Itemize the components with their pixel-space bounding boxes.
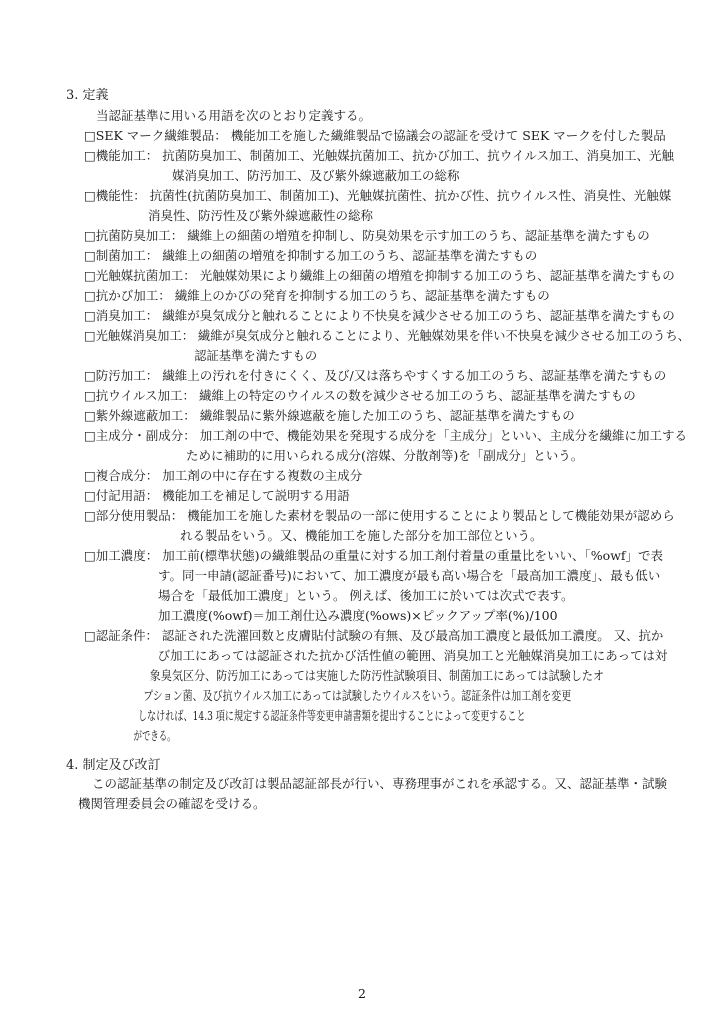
def-line: □機能加工： 抗菌防臭加工、制菌加工、光触媒抗菌加工、抗かび加工、抗ウイルス加工、消臭加工、光触	[84, 148, 675, 163]
def-line: 場合を「最低加工濃度」という。 例えば、後加工に於いては次式で表す。	[158, 588, 574, 603]
def-line: プション菌、及び抗ウイルス加工にあっては試験したウイルスをいう。認証条件は加工剤を変更	[143, 688, 572, 703]
def-hikari-shokubai-shoushuu	[84, 326, 724, 366]
def-shoushuu	[84, 306, 675, 326]
def-line: しなければ、14.3 項に規定する認証条件等変更申請書類を提出することによって変更すること	[137, 708, 526, 723]
def-line: □付記用語： 機能加工を補足して説明する用語	[84, 488, 350, 503]
def-line: □光触媒抗菌加工： 光触媒効果により繊維上の細菌の増殖を抑制する加工のうち、認証基準を満たすもの	[84, 268, 675, 283]
def-line: □加工濃度： 加工前(標準状態)の繊維製品の重量に対する加工剤付着量の重量比をいい、「%owf」で表	[84, 548, 664, 563]
def-line: □部分使用製品： 機能加工を施した素材を製品の一部に使用することにより製品として機能効果が認めら	[84, 508, 675, 523]
section-4-heading: 4. 制定及び改訂	[66, 758, 161, 773]
def-line: □防汚加工： 繊維上の汚れを付きにくく、及び/又は落ちやすくする加工のうち、認証基準を満たすもの	[84, 368, 667, 383]
section-3-heading: 3. 定義	[66, 88, 109, 103]
section-3-intro: 当認証基準に用いる用語を次のとおり定義する。	[96, 108, 372, 123]
def-bubun-shiyou	[84, 506, 675, 546]
def-line: 象臭気区分、防汚加工にあっては実施した防汚性試験項目、制菌加工にあっては試験したオ	[149, 668, 605, 683]
def-kinousei	[84, 186, 671, 226]
def-line: □抗菌防臭加工： 繊維上の細菌の増殖を抑制し、防臭効果を示す加工のうち、認証基準を満たすもの	[84, 228, 650, 243]
def-line: び加工にあっては認証された抗かび活性値の範囲、消臭加工と光触媒消臭加工にあっては対	[157, 648, 668, 663]
def-line: □光触媒消臭加工： 繊維が臭気成分と触れることにより、光触媒効果を伴い不快臭を減少させる加工のうち、	[84, 328, 690, 343]
def-line: す。同一申請(認証番号)において、加工濃度が最も高い場合を「最高加工濃度」、最も低い	[158, 568, 661, 583]
def-line: □紫外線遮蔽加工： 繊維製品に紫外線遮蔽を施した加工のうち、認証基準を満たすもの	[84, 408, 575, 423]
def-koukabi	[84, 286, 550, 306]
def-line: □抗ウイルス加工： 繊維上の特定のウイルスの数を減少させる加工のうち、認証基準を満たすもの	[84, 388, 636, 403]
page-number: 2	[358, 986, 366, 1001]
def-line: □消臭加工： 繊維が臭気成分と触れることにより不快臭を減少させる加工のうち、認証基準を満たすもの	[84, 308, 675, 323]
def-kou-virus	[84, 386, 636, 406]
def-line: □複合成分： 加工剤の中に存在する複数の主成分	[84, 468, 363, 483]
def-kinou-kakou	[84, 146, 674, 186]
def-seikin	[84, 246, 537, 266]
def-line: 認証基準を満たすもの	[194, 348, 318, 363]
def-line: 媒消臭加工、防汚加工、及び紫外線遮蔽加工の総称	[172, 168, 460, 183]
def-line: れる製品をいう。又、機能加工を施した部分を加工部位という。	[180, 528, 543, 543]
def-line: □SEK マーク繊維製品： 機能加工を施した繊維製品で協議会の認証を受けて SEK マークを付した製品	[84, 128, 666, 143]
section-4-line-1: この認証基準の制定及び改訂は製品認証部長が行い、専務理事がこれを承認する。又、認証基準・試験	[92, 776, 668, 791]
def-line: □認証条件： 認証された洗濯回数と皮膚貼付試験の有無、及び最高加工濃度と最低加工濃度。 又、抗か	[84, 628, 664, 643]
def-shuseibun	[84, 426, 687, 466]
def-shigaisen	[84, 406, 575, 426]
def-line: 消臭性、防汚性及び紫外線遮蔽性の総称	[148, 208, 374, 223]
def-line: ために補助的に用いられる成分(溶媒、分散剤等)を「副成分」という。	[186, 448, 584, 463]
def-fuki-yougo	[84, 486, 350, 506]
def-fukugou	[84, 466, 362, 486]
def-formula: 加工濃度(%owf)＝加工剤仕込み濃度(%ows)×ピックアップ率(%)/100	[158, 608, 558, 623]
def-ninshou-jouken	[84, 626, 724, 746]
def-bouo	[84, 366, 666, 386]
def-koukin-boushuu	[84, 226, 650, 246]
def-kakou-noudo	[84, 546, 663, 626]
def-line: ができる。	[133, 728, 176, 743]
def-line: □機能性： 抗菌性(抗菌防臭加工、制菌加工)、光触媒抗菌性、抗かび性、抗ウイルス性、消臭性、光触媒	[84, 188, 672, 203]
def-sek-mark	[84, 126, 666, 146]
def-line: □主成分・副成分： 加工剤の中で、機能効果を発現する成分を「主成分」といい、主成分を繊維に加工する	[84, 428, 688, 443]
def-line: □制菌加工： 繊維上の細菌の増殖を抑制する加工のうち、認証基準を満たすもの	[84, 248, 538, 263]
section-4-line-2: 機関管理委員会の確認を受ける。	[78, 796, 266, 811]
def-line: □抗かび加工： 繊維上のかびの発育を抑制する加工のうち、認証基準を満たすもの	[84, 288, 550, 303]
def-hikari-shokubai-koukin	[84, 266, 675, 286]
